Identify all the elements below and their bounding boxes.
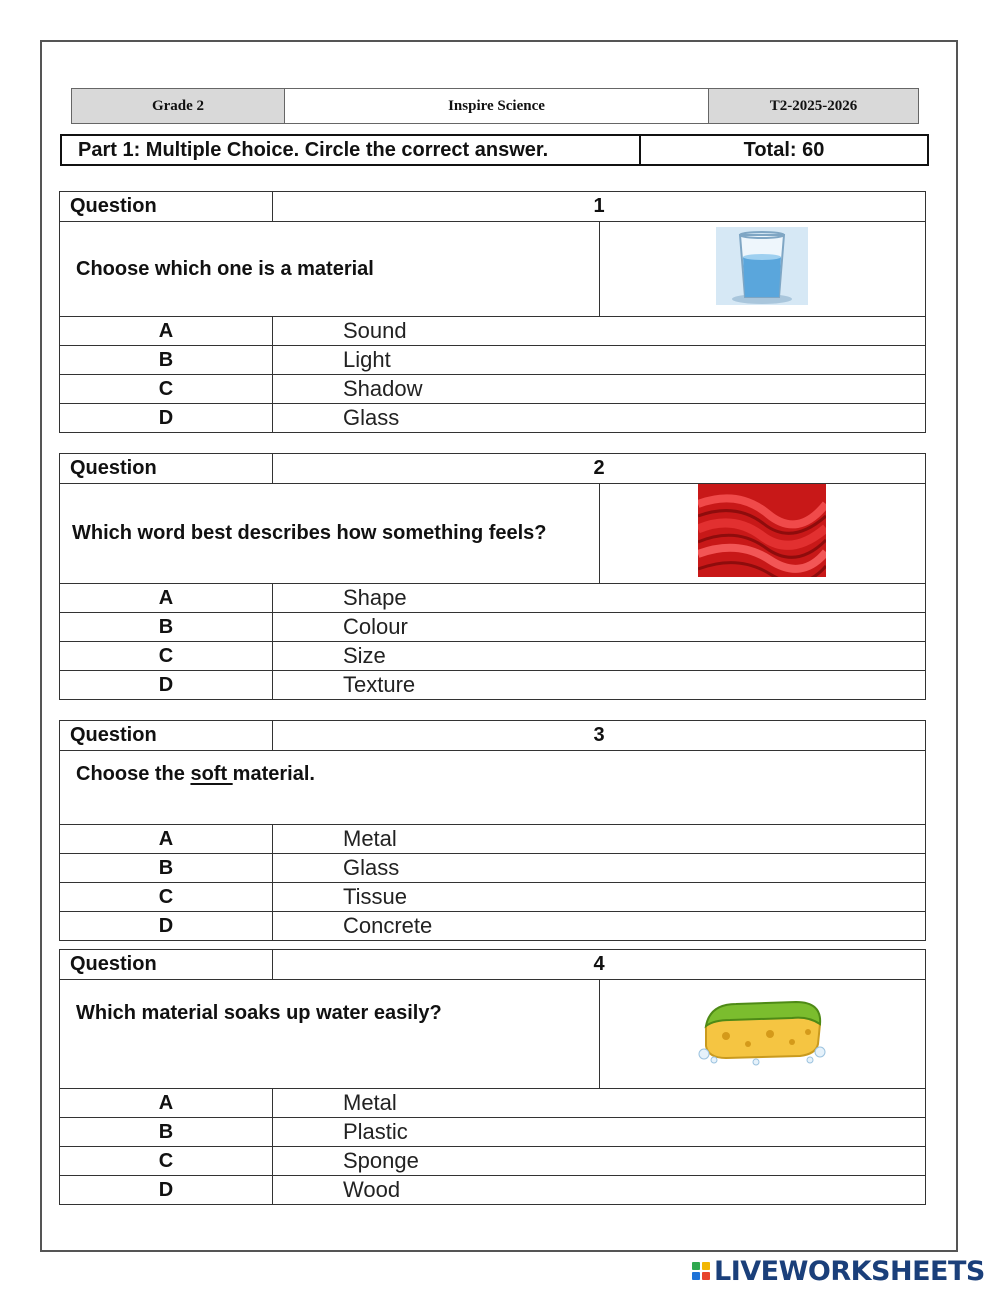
question-text: Which material soaks up water easily? <box>60 980 600 1089</box>
option-letter: D <box>60 404 273 433</box>
question-text-end: material. <box>232 763 315 785</box>
option-letter: C <box>60 375 273 404</box>
question-label: Question <box>60 950 273 980</box>
question-label: Question <box>60 192 273 222</box>
question-text: Which word best describes how something feels? <box>60 484 600 584</box>
option-letter: B <box>60 854 273 883</box>
red-fabric-texture-icon <box>698 484 826 577</box>
option-answer[interactable]: Metal <box>273 825 926 854</box>
option-letter: A <box>60 825 273 854</box>
option-letter: A <box>60 317 273 346</box>
option-answer[interactable]: Concrete <box>273 912 926 941</box>
option-answer[interactable]: Size <box>273 642 926 671</box>
question-number: 4 <box>273 950 926 980</box>
liveworksheets-logo-icon <box>692 1262 710 1280</box>
term-cell: T2-2025-2026 <box>709 89 919 124</box>
option-letter: D <box>60 671 273 700</box>
question-4 <box>59 949 926 1205</box>
subject-cell: Inspire Science <box>285 89 709 124</box>
option-answer[interactable]: Shape <box>273 584 926 613</box>
option-letter: B <box>60 1118 273 1147</box>
question-label: Question <box>60 721 273 751</box>
question-image-cell <box>599 980 926 1089</box>
option-answer[interactable]: Light <box>273 346 926 375</box>
question-image-cell <box>599 484 926 584</box>
option-answer[interactable]: Tissue <box>273 883 926 912</box>
option-answer[interactable]: Metal <box>273 1089 926 1118</box>
option-answer[interactable]: Colour <box>273 613 926 642</box>
option-letter: C <box>60 883 273 912</box>
question-number: 3 <box>273 721 926 751</box>
option-answer[interactable]: Glass <box>273 404 926 433</box>
grade-cell: Grade 2 <box>72 89 285 124</box>
question-2 <box>59 453 926 700</box>
glass-of-water-icon <box>716 227 808 305</box>
option-answer[interactable]: Plastic <box>273 1118 926 1147</box>
question-image-cell <box>599 222 926 317</box>
question-text-underlined: soft <box>190 763 233 785</box>
question-label: Question <box>60 454 273 484</box>
option-letter: C <box>60 1147 273 1176</box>
option-letter: B <box>60 613 273 642</box>
option-letter: A <box>60 1089 273 1118</box>
option-letter: D <box>60 1176 273 1205</box>
total-score: Total: 60 <box>640 135 928 165</box>
option-letter: C <box>60 642 273 671</box>
option-letter: B <box>60 346 273 375</box>
part-instruction-bar <box>60 134 929 166</box>
sponge-icon <box>696 996 828 1066</box>
question-number: 1 <box>273 192 926 222</box>
option-answer[interactable]: Sound <box>273 317 926 346</box>
question-text: Choose which one is a material <box>60 222 600 317</box>
part-instruction: Part 1: Multiple Choice. Circle the correct answer. <box>61 135 640 165</box>
liveworksheets-brand <box>692 1256 985 1286</box>
question-1 <box>59 191 926 433</box>
question-3 <box>59 720 926 941</box>
option-answer[interactable]: Shadow <box>273 375 926 404</box>
option-letter: A <box>60 584 273 613</box>
option-answer[interactable]: Wood <box>273 1176 926 1205</box>
question-text-start: Choose the <box>76 763 191 785</box>
option-answer[interactable]: Sponge <box>273 1147 926 1176</box>
question-number: 2 <box>273 454 926 484</box>
option-answer[interactable]: Glass <box>273 854 926 883</box>
worksheet-header <box>71 88 919 124</box>
brand-text: LIVEWORKSHEETS <box>714 1255 985 1287</box>
question-text <box>60 751 926 825</box>
option-answer[interactable]: Texture <box>273 671 926 700</box>
option-letter: D <box>60 912 273 941</box>
